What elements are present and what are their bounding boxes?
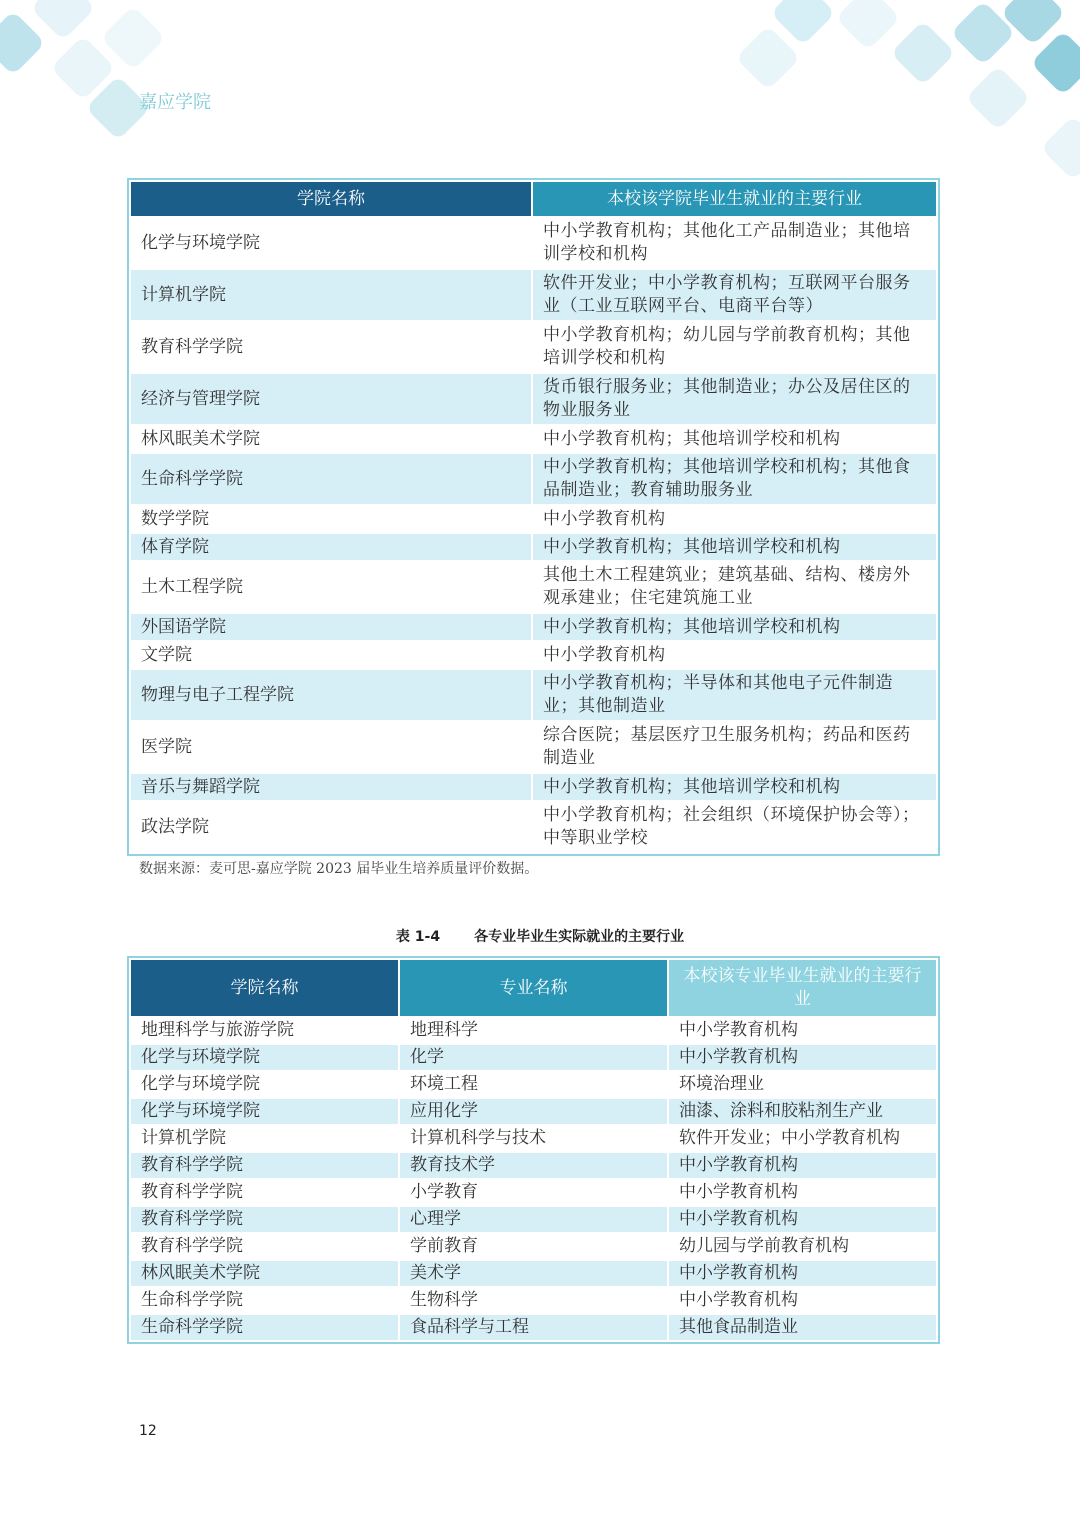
college-cell: 政法学院	[130, 801, 532, 853]
college-cell: 医学院	[130, 721, 532, 773]
major-cell: 心理学	[399, 1206, 668, 1233]
table-caption-number: 表 1-4	[395, 929, 441, 945]
table-row	[130, 1233, 937, 1260]
major-cell: 小学教育	[399, 1179, 668, 1206]
industry-cell: 中小学教育机构；社会组织（环境保护协会等）；中等职业学校	[532, 801, 937, 853]
table-row	[130, 721, 937, 773]
industry-cell: 中小学教育机构	[668, 1206, 937, 1233]
industry-cell: 中小学教育机构	[668, 1017, 937, 1044]
college-cell: 数学学院	[130, 505, 532, 533]
college-cell: 化学与环境学院	[130, 217, 532, 269]
industry-cell: 中小学教育机构	[532, 505, 937, 533]
table-row	[130, 801, 937, 853]
college-cell: 计算机学院	[130, 1125, 399, 1152]
column-header-college: 学院名称	[130, 959, 399, 1017]
column-header-industry: 本校该专业毕业生就业的主要行业	[668, 959, 937, 1017]
table-row	[130, 217, 937, 269]
major-cell: 食品科学与工程	[399, 1314, 668, 1341]
industry-cell: 中小学教育机构	[668, 1044, 937, 1071]
table-row	[130, 669, 937, 721]
column-header-industry: 本校该学院毕业生就业的主要行业	[532, 181, 937, 217]
industry-cell: 环境治理业	[668, 1071, 937, 1098]
major-cell: 生物科学	[399, 1287, 668, 1314]
college-cell: 教育科学学院	[130, 1206, 399, 1233]
major-cell: 化学	[399, 1044, 668, 1071]
table-row	[130, 321, 937, 373]
college-cell: 生命科学学院	[130, 1314, 399, 1341]
table-row	[130, 1071, 937, 1098]
table-row	[130, 1287, 937, 1314]
table-row	[130, 1125, 937, 1152]
industry-cell: 中小学教育机构	[668, 1260, 937, 1287]
table-row	[130, 1314, 937, 1341]
table-row	[130, 269, 937, 321]
decor-tile	[30, 0, 95, 41]
table-row	[130, 1260, 937, 1287]
major-cell: 地理科学	[399, 1017, 668, 1044]
table-row	[130, 641, 937, 669]
major-cell: 计算机科学与技术	[399, 1125, 668, 1152]
college-industry-table	[129, 180, 938, 854]
table-header-row	[130, 181, 937, 217]
college-cell: 体育学院	[130, 533, 532, 561]
decor-tile	[890, 20, 955, 85]
major-cell: 应用化学	[399, 1098, 668, 1125]
decor-tile	[100, 5, 165, 70]
decor-tile	[965, 65, 1030, 130]
table-caption-title: 各专业毕业生实际就业的主要行业	[474, 929, 685, 945]
major-cell: 环境工程	[399, 1071, 668, 1098]
college-cell: 音乐与舞蹈学院	[130, 773, 532, 801]
header-title: 嘉应学院	[139, 92, 211, 113]
decor-tile	[0, 10, 46, 75]
college-cell: 教育科学学院	[130, 1179, 399, 1206]
college-cell: 化学与环境学院	[130, 1071, 399, 1098]
major-industry-table	[129, 958, 938, 1342]
industry-cell: 幼儿园与学前教育机构	[668, 1233, 937, 1260]
college-cell: 土木工程学院	[130, 561, 532, 613]
industry-cell: 其他食品制造业	[668, 1314, 937, 1341]
college-cell: 生命科学学院	[130, 453, 532, 505]
college-cell: 经济与管理学院	[130, 373, 532, 425]
college-cell: 化学与环境学院	[130, 1044, 399, 1071]
industry-cell: 中小学教育机构	[668, 1179, 937, 1206]
college-cell: 林风眠美术学院	[130, 1260, 399, 1287]
table-row	[130, 1098, 937, 1125]
table-row	[130, 1152, 937, 1179]
table-row	[130, 1017, 937, 1044]
table-row	[130, 453, 937, 505]
table-caption	[0, 926, 1080, 946]
major-cell: 美术学	[399, 1260, 668, 1287]
college-cell: 林风眠美术学院	[130, 425, 532, 453]
industry-cell: 软件开发业；中小学教育机构；互联网平台服务业（工业互联网平台、电商平台等）	[532, 269, 937, 321]
data-source-note: 数据来源：麦可思-嘉应学院 2023 届毕业生培养质量评价数据。	[139, 861, 539, 877]
college-cell: 教育科学学院	[130, 1233, 399, 1260]
table-row	[130, 505, 937, 533]
industry-cell: 其他土木工程建筑业；建筑基础、结构、楼房外观承建业；住宅建筑施工业	[532, 561, 937, 613]
page-number: 12	[139, 1423, 157, 1439]
college-cell: 化学与环境学院	[130, 1098, 399, 1125]
industry-cell: 货币银行服务业；其他制造业；办公及居住区的物业服务业	[532, 373, 937, 425]
college-cell: 外国语学院	[130, 613, 532, 641]
table-row	[130, 1179, 937, 1206]
column-header-college: 学院名称	[130, 181, 532, 217]
table-row	[130, 1044, 937, 1071]
industry-cell: 中小学教育机构	[668, 1152, 937, 1179]
college-cell: 生命科学学院	[130, 1287, 399, 1314]
industry-cell: 油漆、涂料和胶粘剂生产业	[668, 1098, 937, 1125]
table-header-row	[130, 959, 937, 1017]
table-row	[130, 533, 937, 561]
major-cell: 学前教育	[399, 1233, 668, 1260]
table-row	[130, 1206, 937, 1233]
industry-cell: 中小学教育机构	[668, 1287, 937, 1314]
industry-cell: 中小学教育机构；其他培训学校和机构；其他食品制造业；教育辅助服务业	[532, 453, 937, 505]
industry-cell: 中小学教育机构；其他化工产品制造业；其他培训学校和机构	[532, 217, 937, 269]
table-row	[130, 425, 937, 453]
industry-cell: 中小学教育机构；半导体和其他电子元件制造业；其他制造业	[532, 669, 937, 721]
table-row	[130, 373, 937, 425]
decor-tile	[735, 25, 800, 90]
industry-cell: 中小学教育机构；其他培训学校和机构	[532, 613, 937, 641]
college-cell: 物理与电子工程学院	[130, 669, 532, 721]
column-header-major: 专业名称	[399, 959, 668, 1017]
table-row	[130, 773, 937, 801]
college-cell: 教育科学学院	[130, 1152, 399, 1179]
decor-tile	[835, 0, 900, 51]
major-cell: 教育技术学	[399, 1152, 668, 1179]
decor-tile	[1040, 115, 1080, 180]
table-row	[130, 613, 937, 641]
industry-cell: 中小学教育机构	[532, 641, 937, 669]
college-cell: 教育科学学院	[130, 321, 532, 373]
industry-cell: 中小学教育机构；其他培训学校和机构	[532, 425, 937, 453]
college-cell: 地理科学与旅游学院	[130, 1017, 399, 1044]
college-cell: 计算机学院	[130, 269, 532, 321]
industry-cell: 中小学教育机构；其他培训学校和机构	[532, 533, 937, 561]
industry-cell: 中小学教育机构；其他培训学校和机构	[532, 773, 937, 801]
industry-cell: 软件开发业；中小学教育机构	[668, 1125, 937, 1152]
college-cell: 文学院	[130, 641, 532, 669]
table-row	[130, 561, 937, 613]
industry-cell: 中小学教育机构；幼儿园与学前教育机构；其他培训学校和机构	[532, 321, 937, 373]
industry-cell: 综合医院；基层医疗卫生服务机构；药品和医药制造业	[532, 721, 937, 773]
